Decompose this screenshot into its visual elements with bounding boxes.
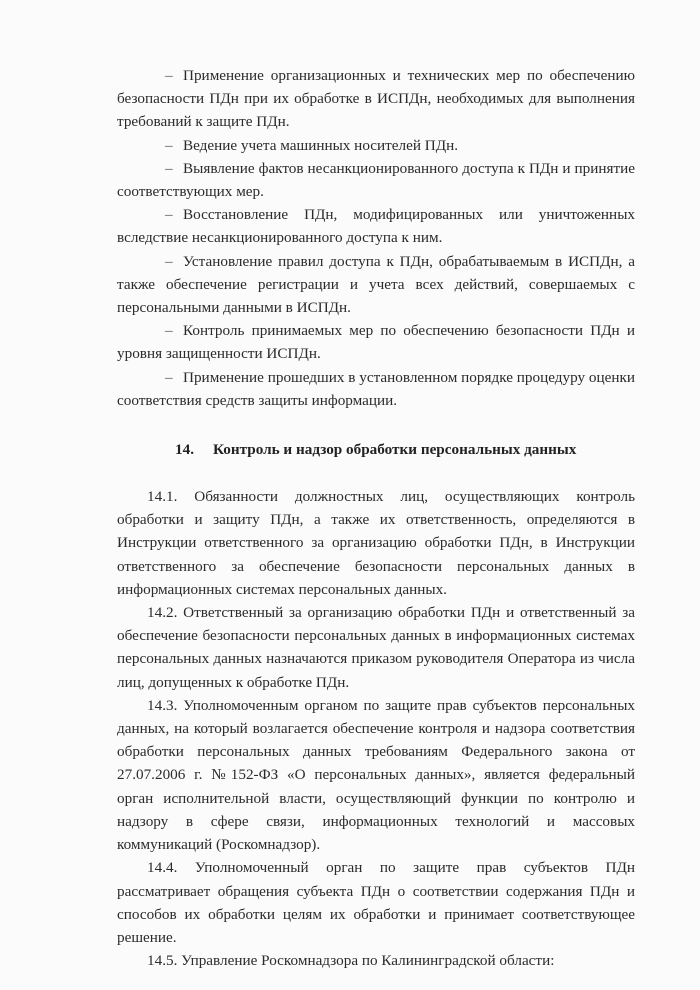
bullet-item (117, 157, 635, 203)
bullet-item (117, 203, 635, 249)
dash-marker: – (165, 206, 173, 224)
section-number: 14. (175, 441, 194, 459)
bullet-text: Применение прошедших в установленном порядке процедуру оценки соответствия средств защиты информации. (117, 368, 635, 409)
paragraph-14-3: 14.3. Уполномоченным органом по защите прав субъектов персональных данных, на который возлагается обеспечение контроля и надзора соответствия обработки персональных данных требованиям Федерального закона от 27.07.2006 г. №152-ФЗ «О персональных данных», является федеральный орган исполнительной власти, осуществляющий функции по контролю и надзору в сфере связи, информационных технологий и массовых коммуникаций (Роскомнадзор). (117, 696, 635, 854)
dash-marker: – (165, 322, 173, 340)
bullet-item (117, 366, 635, 412)
bullet-text: Выявление фактов несанкционированного доступа к ПДн и принятие соответствующих мер. (117, 159, 635, 201)
dash-marker: – (165, 136, 173, 154)
paragraph-14-5: 14.5. Управление Роскомнадзора по Калининградской области: (147, 952, 555, 970)
bullet-item (117, 319, 635, 365)
bullet-item (117, 250, 635, 320)
section-title: Контроль и надзор обработки персональных данных (213, 441, 577, 459)
dash-marker: – (165, 159, 173, 177)
bullet-item (117, 64, 635, 134)
section-heading (117, 438, 635, 461)
page-content (117, 64, 635, 972)
bullet-text: Контроль принимаемых мер по обеспечению безопасности ПДн и уровня защищенности ИСПДн. (117, 322, 635, 363)
dash-marker: – (165, 67, 173, 84)
dash-marker: – (165, 368, 173, 386)
bullet-text: Установление правил доступа к ПДн, обрабатываемым в ИСПДн, а также обеспечение регистрации и учета всех действий, совершаемых с персональными данными в ИСПДн. (117, 252, 635, 317)
bullet-item (117, 134, 635, 157)
bullet-text: Восстановление ПДн, модифицированных или уничтоженных вследствие несанкционированного доступа к ним. (117, 206, 635, 247)
paragraph-14-1: 14.1. Обязанности должностных лиц, осуществляющих контроль обработки и защиту ПДн, а также их ответственность, определяются в Инструкции ответственного за организацию обработки ПДн, в Инструкции ответственного за обеспечение безопасности персональных данных в информационных системах персональных данных. (117, 488, 635, 598)
bullet-text: Ведение учета машинных носителей ПДн. (183, 136, 459, 154)
bullet-text: Применение организационных и технических мер по обеспечению безопасности ПДн при их обработке в ИСПДн, необходимых для выполнения требований к защите ПДн. (117, 67, 635, 131)
paragraph-14-4: 14.4. Уполномоченный орган по защите прав субъектов ПДн рассматривает обращения субъекта ПДн о соответствии содержания ПДн и способов их обработки целям их обработки и принимает соответствующее решение. (117, 859, 635, 946)
paragraph-14-2: 14.2. Ответственный за организацию обработки ПДн и ответственный за обеспечение безопасности персональных данных в информационных системах персональных данных назначаются приказом руководителя Оператора из числа лиц, допущенных к обработке ПДн. (117, 604, 635, 691)
dash-marker: – (165, 252, 173, 270)
